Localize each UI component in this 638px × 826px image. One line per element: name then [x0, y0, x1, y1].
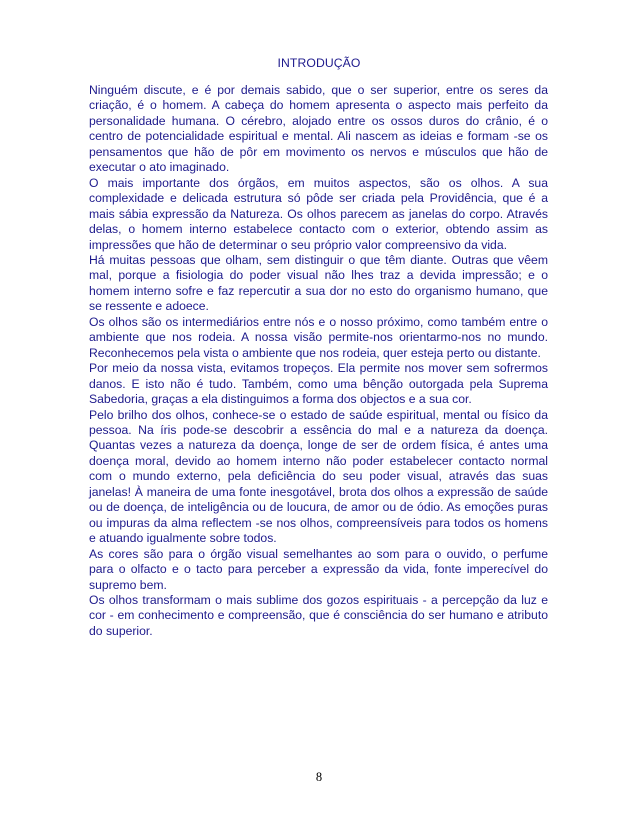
paragraph: O mais importante dos órgãos, em muitos aspectos, são os olhos. A sua complexidade e delicada estrutura só pôde ser criada pela Providência, que é a mais sábia expressão da Natureza. Os olhos parecem as janelas do corpo. Através delas, o homem interno estabelece contacto com o exterior, obtendo assim as impressões que hão de determinar o seu próprio valor compreensivo da vida. — [89, 175, 548, 252]
page-number: 8 — [315, 770, 323, 784]
page-title: INTRODUÇÃO — [277, 56, 361, 70]
body-text — [89, 83, 548, 639]
paragraph: As cores são para o órgão visual semelhantes ao som para o ouvido, o perfume para o olfacto e o tacto para perceber a expressão da vida, fonte imperecível do supremo bem. — [89, 546, 548, 592]
paragraph: Pelo brilho dos olhos, conhece-se o estado de saúde espiritual, mental ou físico da pessoa. Na íris pode-se descobrir a essência do mal e a natureza da doença. Quantas vezes a natureza da doença, longe de ser de ordem física, é antes uma doença moral, devido ao homem interno não poder estabelecer contacto normal com o mundo externo, pela deficiência do seu poder visual, através das suas janelas! À maneira de uma fonte inesgotável, brota dos olhos a expressão de saúde ou de doença, de inteligência ou de loucura, de amor ou de ódio. As emoções puras ou impuras da alma reflectem -se nos olhos, compreensíveis para todos os homens e atuando igualmente sobre todos. — [89, 407, 548, 546]
paragraph: Os olhos transformam o mais sublime dos gozos espirituais - a percepção da luz e cor - em conhecimento e compreensão, que é consciência do ser humano e atributo do superior. — [89, 592, 548, 638]
paragraph: Os olhos são os intermediários entre nós e o nosso próximo, como também entre o ambiente que nos rodeia. A nossa visão permite-nos orientarmo-nos no mundo. Reconhecemos pela vista o ambiente que nos rodeia, quer esteja perto ou distante. — [89, 314, 548, 360]
paragraph: Há muitas pessoas que olham, sem distinguir o que têm diante. Outras que vêem mal, porque a fisiologia do poder visual não lhes traz a devida impressão; e o homem interno sofre e faz repercutir a sua dor no esto do organismo humano, que se ressente e adoece. — [89, 252, 548, 314]
paragraph: Ninguém discute, e é por demais sabido, que o ser superior, entre os seres da criação, é o homem. A cabeça do homem apresenta o aspecto mais perfeito da personalidade humana. O cérebro, alojado entre os ossos duros do crânio, é o centro de potencialidade espiritual e mental. Ali nascem as ideias e formam -se os pensamentos que hão de pôr em movimento os nervos e músculos que hão de executar o ato imaginado. — [89, 83, 548, 175]
paragraph: Por meio da nossa vista, evitamos tropeços. Ela permite nos mover sem sofrermos danos. E isto não é tudo. Também, como uma bênção outorgada pela Suprema Sabedoria, graças a ela distinguimos a forma dos objectos e a sua cor. — [89, 361, 548, 407]
